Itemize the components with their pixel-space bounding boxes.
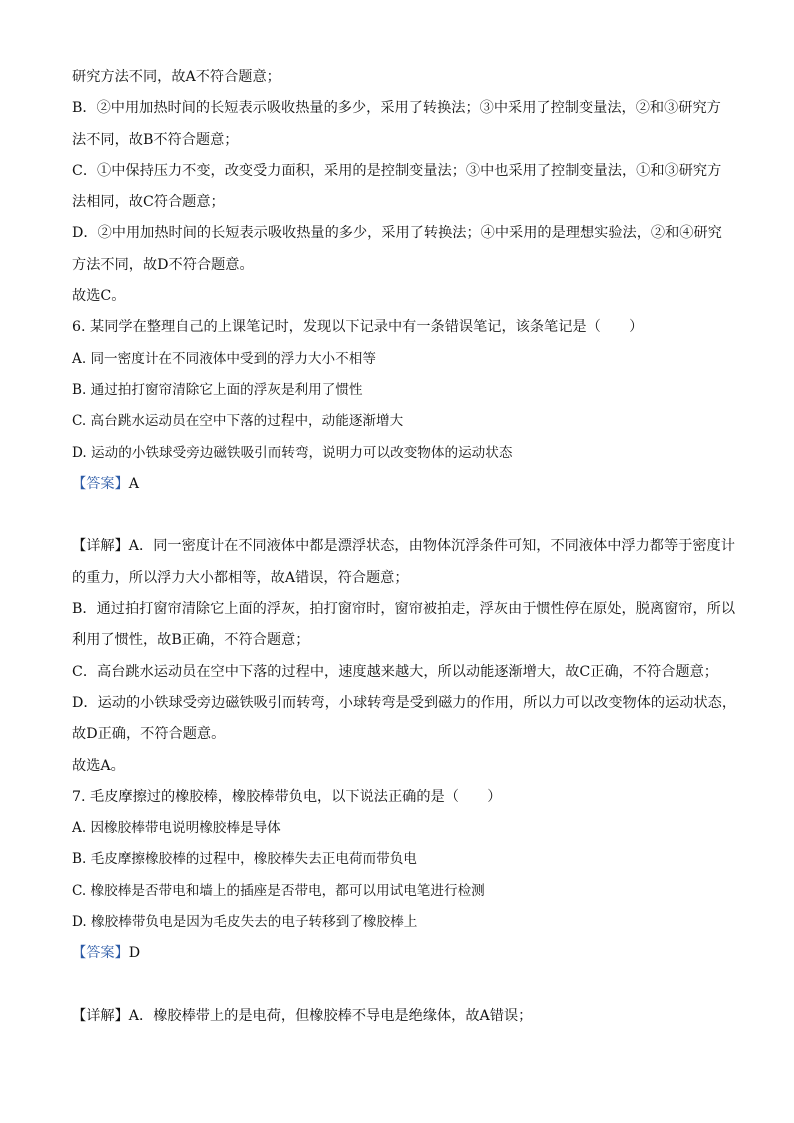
answer-value: D xyxy=(128,945,141,962)
conclusion-line: 故选A。 xyxy=(72,757,125,774)
question-7-answer xyxy=(72,938,724,969)
detail-tag: 【详解】 xyxy=(72,538,129,555)
question-7-stem: 7. 毛皮摩擦过的橡胶棒，橡胶棒带负电，以下说法正确的是（ ） xyxy=(72,788,502,805)
text-line: 法不同，故B不符合题意； xyxy=(72,131,239,148)
text-line: 利用了惯性，故B正确，不符合题意； xyxy=(72,632,310,649)
detail-text: A．橡胶棒带上的是电荷，但橡胶棒不导电是绝缘体，故A错误； xyxy=(128,1007,533,1024)
text-line: 方法不同，故D不符合题意。 xyxy=(72,256,254,273)
spacer xyxy=(72,500,724,531)
question-7-detail xyxy=(72,1001,724,1032)
question-7-option-b: B. 毛皮摩擦橡胶棒的过程中，橡胶棒失去正电荷而带负电 xyxy=(72,851,417,868)
answer-tag: 【答案】 xyxy=(72,945,129,962)
detail-tag: 【详解】 xyxy=(72,1007,129,1024)
text-line: D．②中用加热时间的长短表示吸收热量的多少，采用了转换法；④中采用的是理想实验法，②和④研究 xyxy=(72,225,722,242)
text-line: 故D正确，不符合题意。 xyxy=(72,726,226,743)
text-line: B．②中用加热时间的长短表示吸收热量的多少，采用了转换法；③中采用了控制变量法，②和③研究方 xyxy=(72,100,721,117)
question-6-option-b: B. 通过拍打窗帘清除它上面的浮灰是利用了惯性 xyxy=(72,381,363,398)
detail-text: A．同一密度计在不同液体中都是漂浮状态，由物体沉浮条件可知，不同液体中浮力都等于密度计 xyxy=(128,538,735,555)
answer-tag: 【答案】 xyxy=(72,475,129,492)
question-7-option-d: D. 橡胶棒带负电是因为毛皮失去的电子转移到了橡胶棒上 xyxy=(72,914,418,931)
question-6-option-d: D. 运动的小铁球受旁边磁铁吸引而转弯，说明力可以改变物体的运动状态 xyxy=(72,444,513,461)
question-7-option-a: A. 因橡胶棒带电说明橡胶棒是导体 xyxy=(72,820,281,837)
question-6-detail xyxy=(72,531,735,562)
question-6-stem: 6. 某同学在整理自己的上课笔记时，发现以下记录中有一条错误笔记，该条笔记是（ ） xyxy=(72,319,644,336)
text-line: 法相同，故C符合题意； xyxy=(72,194,225,211)
conclusion-line: 故选C。 xyxy=(72,288,126,305)
spacer xyxy=(72,970,724,1001)
document-page xyxy=(72,62,737,1032)
text-line: C．①中保持压力不变，改变受力面积，采用的是控制变量法；③中也采用了控制变量法，①和③研究方 xyxy=(72,162,722,179)
question-7-option-c: C. 橡胶棒是否带电和墙上的插座是否带电，都可以用试电笔进行检测 xyxy=(72,882,485,899)
text-line: 研究方法不同，故A不符合题意； xyxy=(72,69,281,85)
text-line: D．运动的小铁球受旁边磁铁吸引而转弯，小球转弯是受到磁力的作用，所以力可以改变物体的运动状态， xyxy=(72,694,737,711)
text-line: C．高台跳水运动员在空中下落的过程中，速度越来越大，所以动能逐渐增大，故C正确，不符合题意； xyxy=(72,663,718,680)
question-6-answer xyxy=(72,469,724,500)
question-6-option-a: A. 同一密度计在不同液体中受到的浮力大小不相等 xyxy=(72,350,376,367)
question-6-option-c: C. 高台跳水运动员在空中下落的过程中，动能逐渐增大 xyxy=(72,413,404,430)
answer-value: A xyxy=(128,475,140,492)
text-line: B．通过拍打窗帘清除它上面的浮灰，拍打窗帘时，窗帘被拍走，浮灰由于惯性停在原处，脱离窗帘，所以 xyxy=(72,601,736,618)
text-line: 的重力，所以浮力大小都相等，故A错误，符合题意； xyxy=(72,569,409,586)
